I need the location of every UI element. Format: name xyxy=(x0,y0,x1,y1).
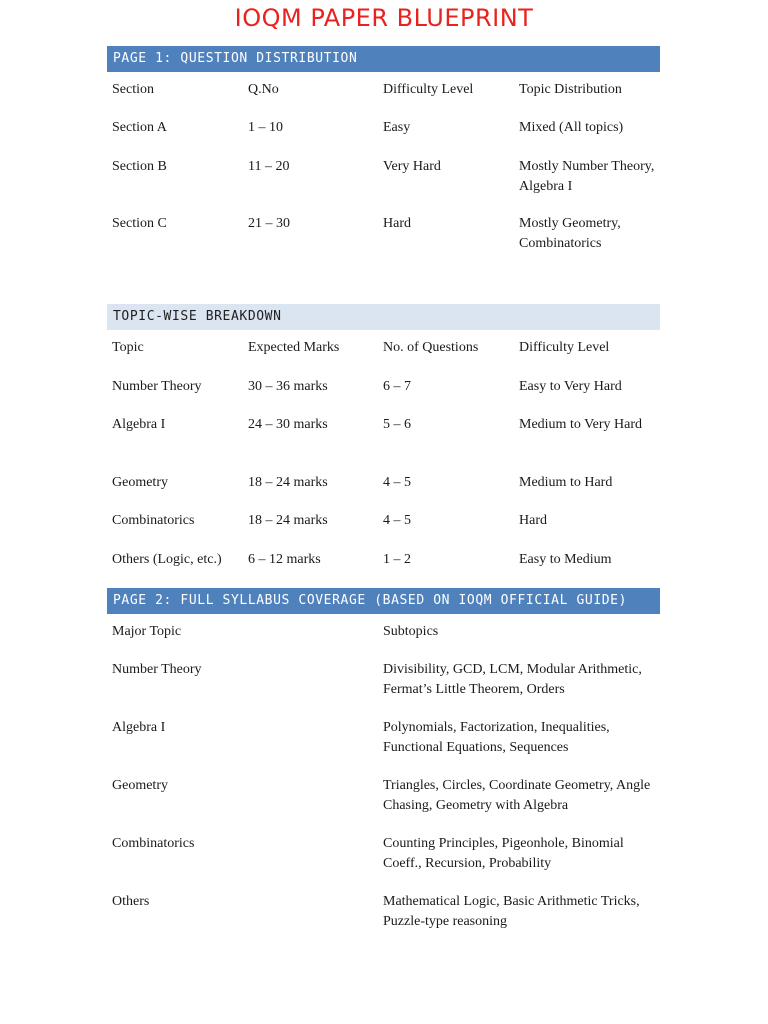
table-cell: Section A xyxy=(112,120,167,135)
table-cell: 18 – 24 marks xyxy=(248,513,328,528)
column-header: Section xyxy=(112,82,154,97)
table-cell: Mostly Number Theory, Algebra I xyxy=(519,159,655,194)
table-cell: Combinatorics xyxy=(112,836,195,851)
table-cell: Algebra I xyxy=(112,417,166,432)
table-cell: 4 – 5 xyxy=(383,513,411,528)
column-header: Q.No xyxy=(248,82,279,97)
table-cell: Easy xyxy=(383,120,411,135)
section-header-topic-breakdown: TOPIC-WISE BREAKDOWN xyxy=(107,304,660,330)
table-cell: Number Theory xyxy=(112,662,202,677)
table-cell: Hard xyxy=(383,216,411,231)
table-cell: Hard xyxy=(519,513,547,528)
table-cell: 30 – 36 marks xyxy=(248,379,328,394)
table-cell: Combinatorics xyxy=(112,513,195,528)
section-header-question-distribution: PAGE 1: QUESTION DISTRIBUTION xyxy=(107,46,660,72)
table-cell: Mixed (All topics) xyxy=(519,120,624,135)
table-cell: 6 – 7 xyxy=(383,379,411,394)
table-cell: 1 – 2 xyxy=(383,552,411,567)
column-header: Subtopics xyxy=(383,624,439,639)
table-cell: Divisibility, GCD, LCM, Modular Arithmetic, Fermat’s Little Theorem, Orders xyxy=(383,662,642,697)
table-cell: 1 – 10 xyxy=(248,120,283,135)
table-cell: 24 – 30 marks xyxy=(248,417,328,432)
column-header: Topic Distribution xyxy=(519,82,622,97)
table-cell: Others xyxy=(112,894,150,909)
table-cell: 21 – 30 xyxy=(248,216,290,231)
table-cell: Easy to Medium xyxy=(519,552,612,567)
table-cell: 5 – 6 xyxy=(383,417,411,432)
table-cell: Geometry xyxy=(112,475,168,490)
table-cell: Medium to Very Hard xyxy=(519,417,642,432)
column-header: Expected Marks xyxy=(248,340,340,355)
table-cell: Polynomials, Factorization, Inequalities, Functional Equations, Sequences xyxy=(383,720,610,755)
table-cell: Counting Principles, Pigeonhole, Binomial Coeff., Recursion, Probability xyxy=(383,836,624,871)
table-cell: Geometry xyxy=(112,778,168,793)
page-title: IOQM PAPER BLUEPRINT xyxy=(234,4,534,32)
column-header: Topic xyxy=(112,340,144,355)
table-cell: 4 – 5 xyxy=(383,475,411,490)
column-header: Major Topic xyxy=(112,624,182,639)
table-cell: Algebra I xyxy=(112,720,166,735)
table-cell: Triangles, Circles, Coordinate Geometry, Angle Chasing, Geometry with Algebra xyxy=(383,778,651,813)
table-cell: Mostly Geometry, Combinatorics xyxy=(519,216,621,251)
table-cell: Section B xyxy=(112,159,167,174)
section-header-syllabus-coverage: PAGE 2: FULL SYLLABUS COVERAGE (BASED ON IOQM OFFICIAL GUIDE) xyxy=(107,588,660,614)
table-cell: Very Hard xyxy=(383,159,441,174)
column-header: Difficulty Level xyxy=(519,340,610,355)
table-cell: 11 – 20 xyxy=(248,159,290,174)
table-cell: Mathematical Logic, Basic Arithmetic Tricks, Puzzle-type reasoning xyxy=(383,894,640,929)
table-cell: Section C xyxy=(112,216,167,231)
column-header: Difficulty Level xyxy=(383,82,474,97)
table-cell: 6 – 12 marks xyxy=(248,552,321,567)
column-header: No. of Questions xyxy=(383,340,479,355)
table-cell: Easy to Very Hard xyxy=(519,379,622,394)
table-cell: Number Theory xyxy=(112,379,202,394)
table-cell: 18 – 24 marks xyxy=(248,475,328,490)
table-cell: Others (Logic, etc.) xyxy=(112,552,222,567)
table-cell: Medium to Hard xyxy=(519,475,613,490)
